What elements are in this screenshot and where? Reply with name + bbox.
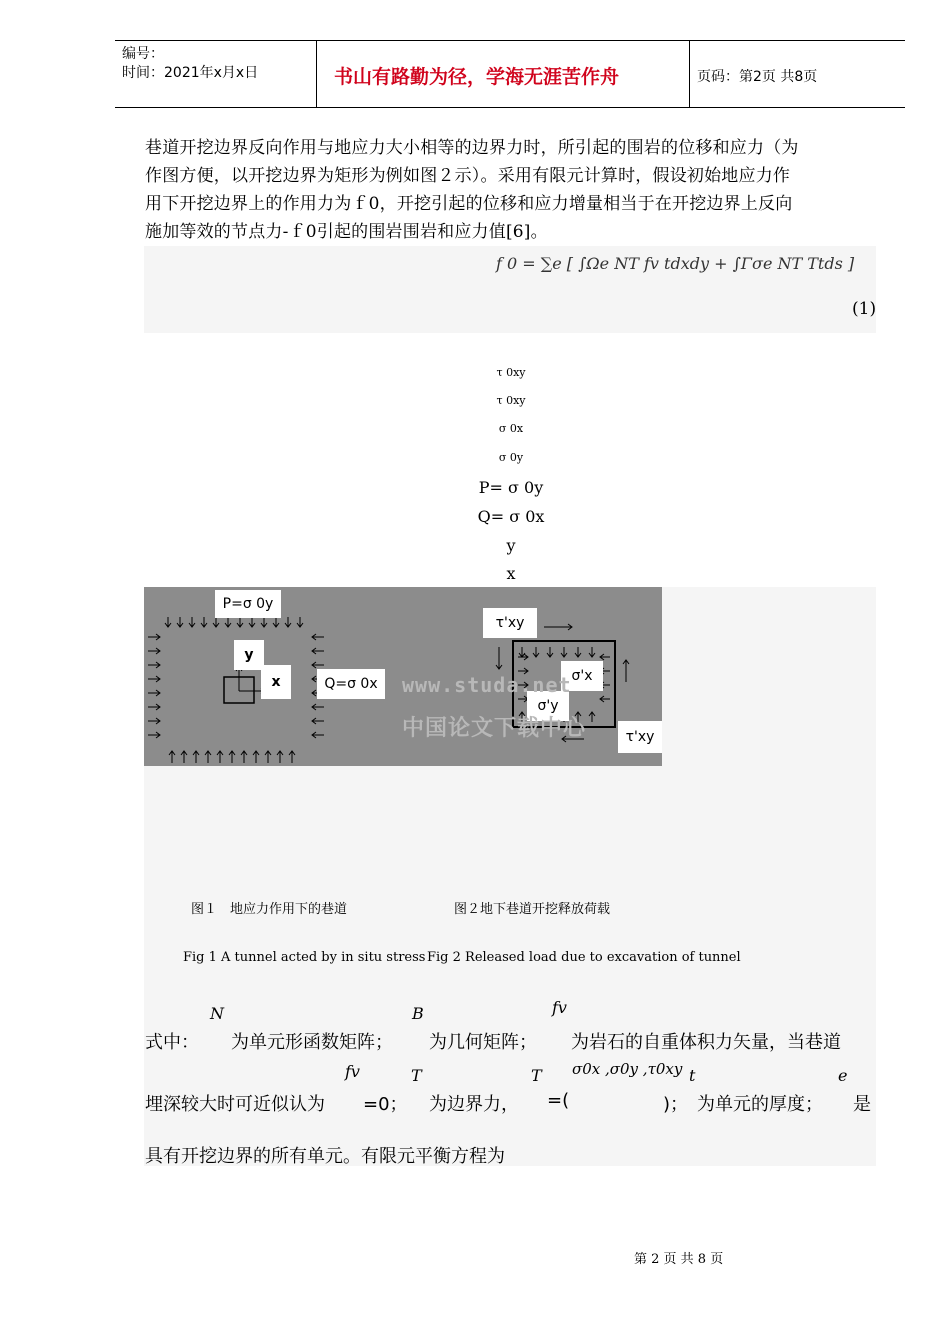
symbol-fv-2: fv (345, 1062, 360, 1081)
symbol-T-2: T (531, 1066, 542, 1085)
header-bottom-rule (115, 107, 905, 108)
header-divider-right (689, 40, 690, 107)
label-sigma-y: σ'y (527, 691, 569, 721)
left-load-arrows (148, 634, 160, 738)
symbol-stress-components: σ0x ,σ0y ,τ0xy (572, 1060, 683, 1078)
paragraph-line: 巷道开挖边界反向作用与地应力大小相等的边界力时，所引起的围岩的位移和应力（为 (145, 138, 799, 158)
body-text: 为边界力， (429, 1094, 519, 1115)
body-text: 埋深较大时可近似认为 (145, 1094, 325, 1115)
symbol-T-1: T (411, 1066, 422, 1085)
paragraph-line: 用下开挖边界上的作用力为ｆ0，开挖引起的位移和应力增量相当于在开挖边界上反向 (145, 194, 793, 214)
body-text: 是 (853, 1094, 871, 1115)
header-number: 编号： (122, 46, 164, 62)
figure-image (144, 587, 662, 766)
label-sigma-x: σ'x (561, 661, 603, 691)
label-p: P=σ 0y (215, 590, 281, 618)
symbol-B: B (412, 1004, 424, 1023)
body-line-2 (145, 1090, 885, 1116)
caption-cn-fig1: 图１ 地应力作用下的巷道 (191, 902, 348, 917)
symbol-N: N (210, 1004, 224, 1023)
label-tau-top: τ'xy (483, 608, 537, 638)
body-text: =( (547, 1090, 570, 1111)
symbol-fv: fv (552, 998, 567, 1017)
caption-en-fig2: Fig 2 Released load due to excavation of tunnel (427, 950, 741, 965)
header-time: 时间：2021年x月x日 (122, 65, 259, 81)
paragraph-line: 作图方便，以开挖边界为矩形为例如图２示）。采用有限元计算时，假设初始地应力作 (145, 166, 791, 186)
header-page: 页码：第2页 共8页 (697, 69, 818, 85)
body-line-3: 具有开挖边界的所有单元。有限元平衡方程为 (145, 1146, 505, 1167)
body-line-1 (145, 1028, 885, 1054)
equation-number: (1) (852, 299, 877, 319)
stack-label-y: y (506, 536, 516, 555)
body-text: 式中： (145, 1032, 199, 1053)
stack-label-sigma-x: σ 0x (498, 422, 524, 435)
watermark-url: www.studa.net (402, 673, 572, 697)
label-tau-bottom: τ'xy (618, 721, 662, 753)
body-text: 为几何矩阵； (429, 1032, 537, 1053)
body-text: )； (663, 1094, 689, 1115)
bottom-load-arrows (169, 751, 295, 763)
body-text: 为单元的厚度； (697, 1094, 823, 1115)
label-y: y (234, 640, 264, 670)
header-motto: 书山有路勤为径，学海无涯苦作舟 (334, 66, 620, 88)
stack-label-p: P= σ 0y (478, 478, 544, 497)
body-text: 为单元形函数矩阵； (231, 1032, 393, 1053)
stack-label-q: Q= σ 0x (477, 507, 545, 526)
header-top-rule (115, 40, 905, 41)
header-divider-left (316, 40, 317, 107)
page-footer: 第 2 页 共 8 页 (634, 1252, 724, 1267)
label-q: Q=σ 0x (317, 669, 385, 699)
stack-label-x: x (506, 564, 516, 583)
top-load-arrows (165, 617, 303, 627)
caption-cn-fig2: 图２地下巷道开挖释放荷载 (454, 902, 611, 917)
paragraph-line: 施加等效的节点力-ｆ0引起的围岩围岩和应力值[6]。 (145, 222, 548, 242)
y-axis-arrow (236, 667, 242, 691)
body-text: 为岩石的自重体积力矢量，当巷道 (571, 1032, 841, 1053)
stack-label-tau-2: τ 0xy (496, 394, 526, 407)
label-x: x (261, 665, 291, 699)
paragraph (145, 134, 885, 246)
stack-label-sigma-y: σ 0y (498, 451, 524, 464)
symbol-e: e (838, 1066, 848, 1085)
symbol-t: t (689, 1066, 696, 1085)
watermark-cn: 中国论文下载中心 (402, 716, 587, 741)
stack-label-tau-1: τ 0xy (496, 366, 526, 379)
equation-formula: f 0 = ∑e [ ∫Ωe NT fv tdxdy + ∫Γσe NT Ttds ] (496, 254, 855, 273)
caption-en-fig1: Fig 1 A tunnel acted by in situ stress (183, 950, 426, 965)
body-text: =0； (363, 1094, 408, 1115)
